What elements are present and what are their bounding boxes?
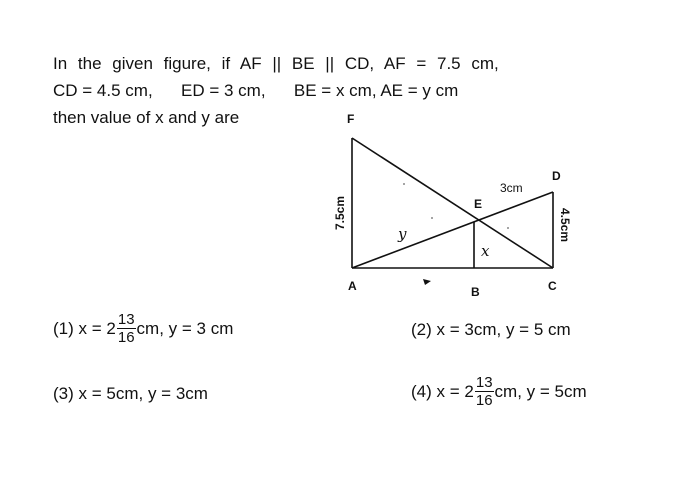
option-2[interactable]	[411, 320, 571, 340]
option-1[interactable]	[53, 311, 233, 346]
option-4-fraction-numerator: 13	[475, 374, 493, 391]
arrow-mark	[423, 279, 431, 285]
option-4-number: (4)	[411, 381, 432, 401]
option-1-fraction-denominator: 16	[117, 329, 135, 346]
point-label-d: D	[552, 169, 561, 183]
label-ed-length: 3cm	[500, 181, 523, 195]
dot-mark	[403, 183, 405, 185]
option-3-text: x = 5cm, y = 3cm	[78, 384, 208, 403]
question-line-3: then value of x and y are	[53, 108, 240, 127]
point-label-e: E	[474, 197, 483, 211]
option-4-fraction	[475, 374, 494, 409]
point-label-a: A	[348, 279, 357, 293]
option-2-number: (2)	[411, 320, 432, 339]
option-1-fraction-numerator: 13	[117, 311, 135, 328]
label-af-length: 7.5cm	[333, 195, 347, 230]
question-line-2: CD = 4.5 cm, ED = 3 cm, BE = x cm, AE = y cm	[53, 81, 459, 100]
point-label-b: B	[471, 285, 480, 298]
option-4-x-whole: x = 2	[436, 381, 474, 401]
dot-mark	[431, 217, 433, 219]
option-1-x-whole: x = 2	[78, 318, 116, 338]
point-label-f: F	[347, 112, 355, 126]
option-3-number: (3)	[53, 384, 74, 403]
option-4[interactable]	[411, 374, 587, 409]
label-ae-y: y	[398, 225, 407, 243]
dot-mark	[507, 227, 509, 229]
option-2-text: x = 3cm, y = 5 cm	[436, 320, 571, 339]
label-be-x: x	[481, 242, 490, 260]
option-1-number: (1)	[53, 318, 74, 338]
geometry-figure	[312, 108, 582, 298]
option-4-rest: cm, y = 5cm	[494, 381, 587, 401]
option-1-rest: cm, y = 3 cm	[136, 318, 234, 338]
option-4-fraction-denominator: 16	[475, 392, 493, 409]
label-cd-length: 4.5cm	[558, 208, 572, 243]
option-1-fraction	[117, 311, 136, 346]
question-line-1: In the given figure, if AF || BE || CD, AF = 7.5 cm,	[53, 54, 499, 73]
point-label-c: C	[548, 279, 557, 293]
option-3[interactable]	[53, 384, 208, 404]
